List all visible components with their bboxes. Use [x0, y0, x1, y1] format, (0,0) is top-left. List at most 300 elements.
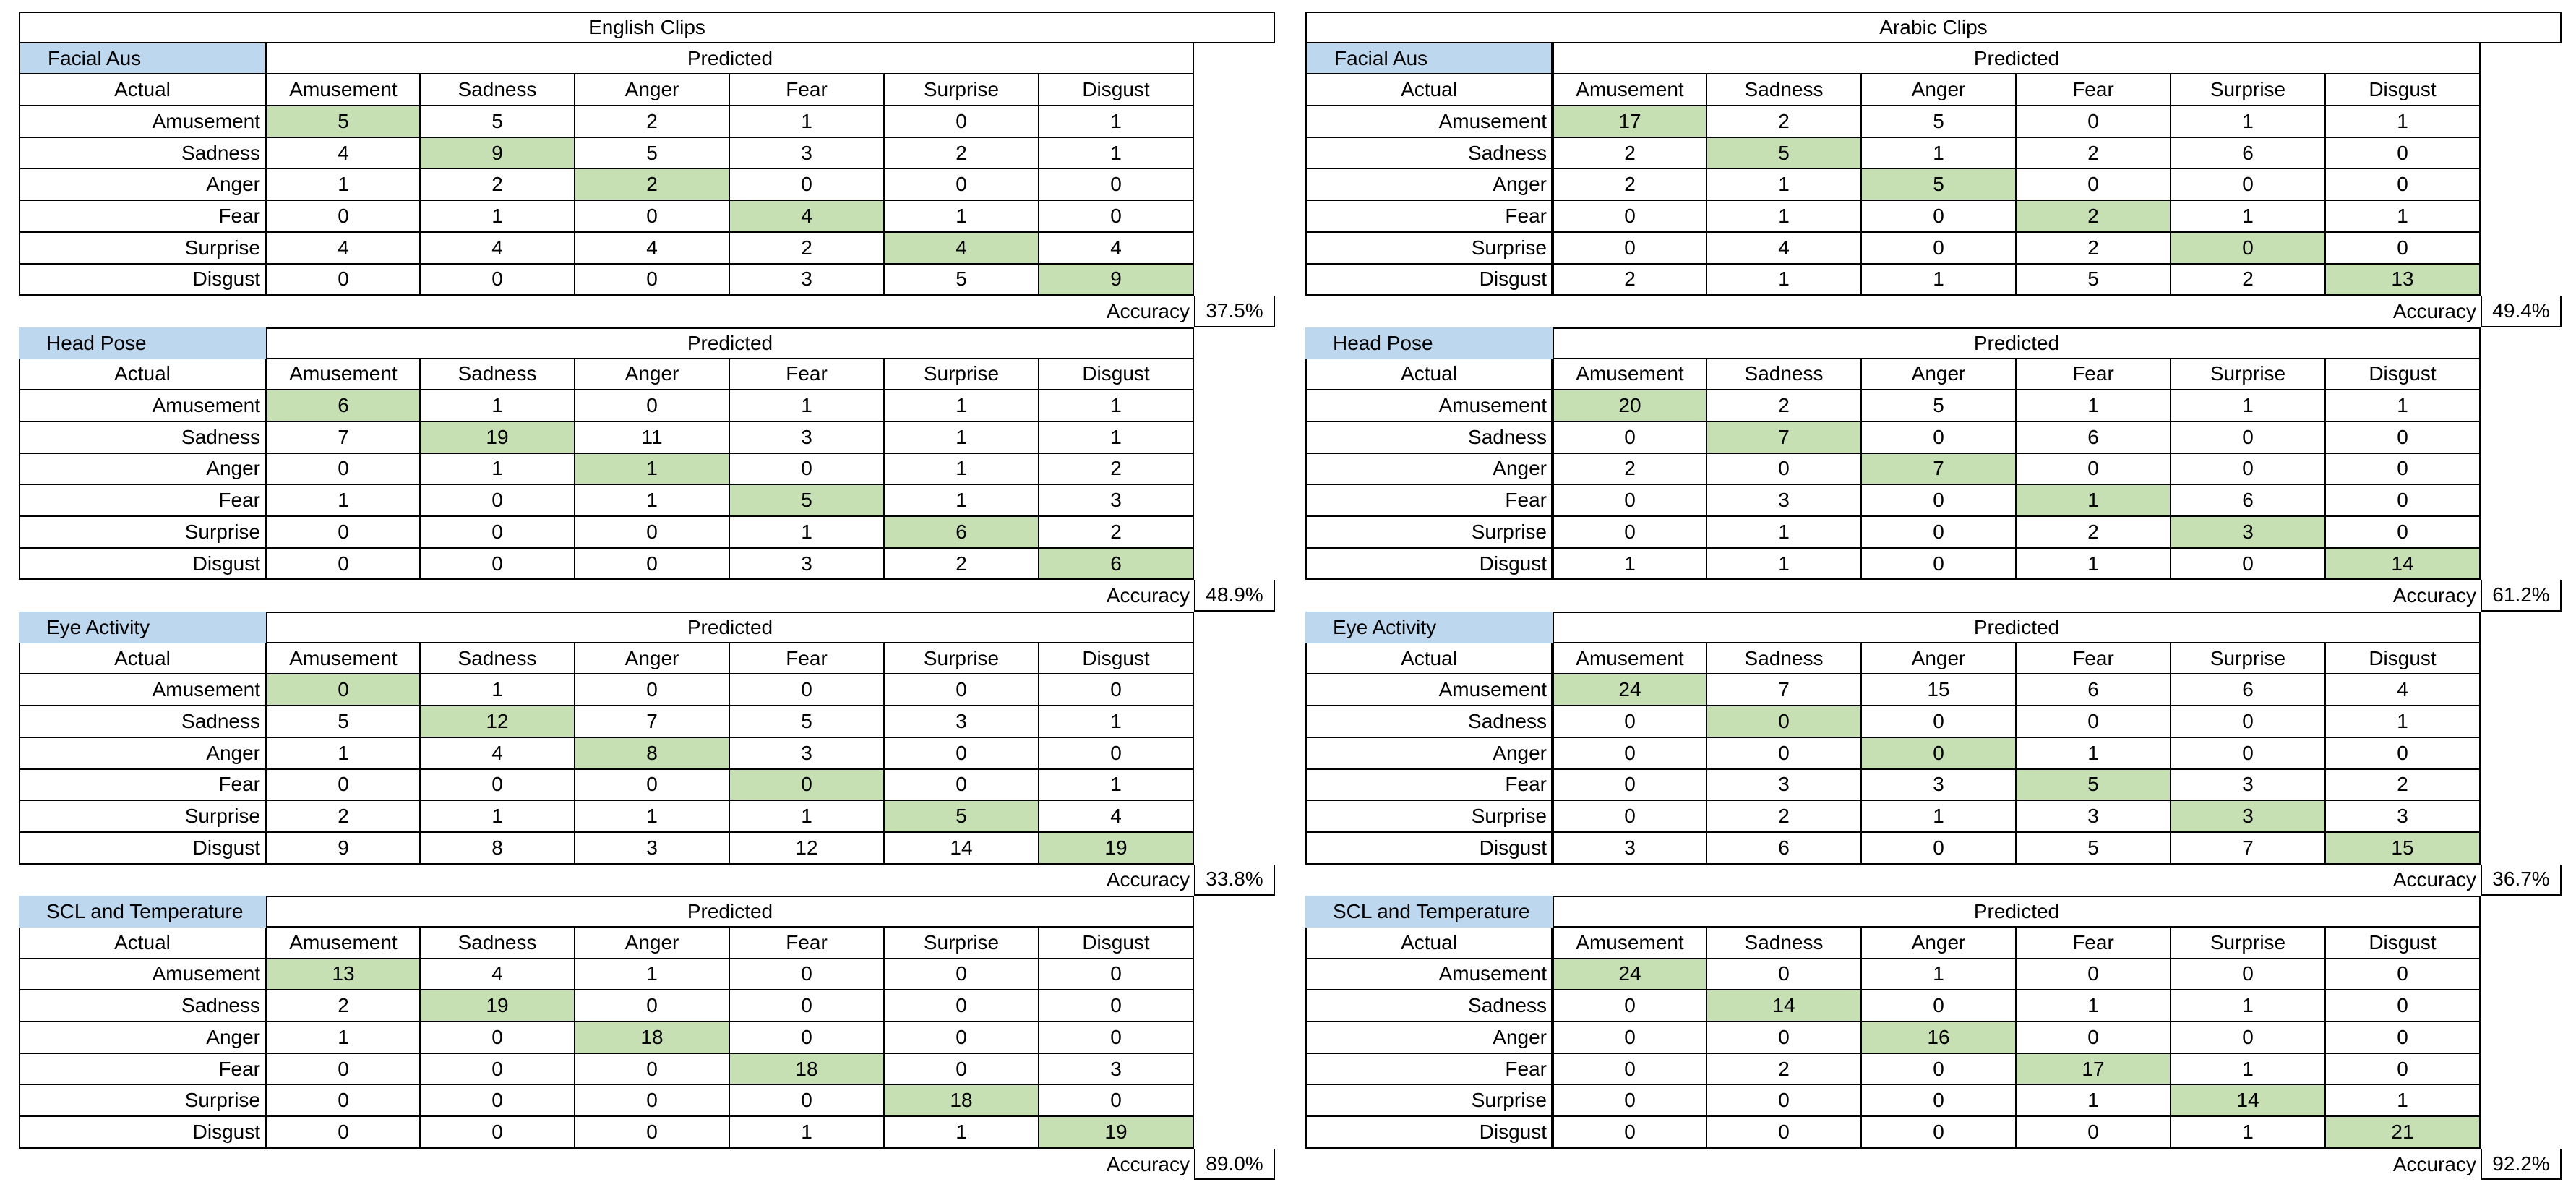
- matrix-cell: 0: [885, 738, 1039, 770]
- accuracy-value: 48.9%: [1194, 580, 1275, 612]
- matrix-cell-correct: 3: [2171, 517, 2326, 549]
- block-header-row: [1305, 327, 2576, 359]
- column-header-row: [19, 928, 1298, 959]
- matrix-cell: 11: [575, 422, 730, 454]
- predicted-class-header: Surprise: [2171, 928, 2326, 959]
- matrix-row: [1305, 770, 2576, 802]
- matrix-cell-correct: 13: [266, 959, 421, 991]
- predicted-class-header: Amusement: [1553, 359, 1707, 391]
- matrix-cell: 1: [1039, 138, 1194, 170]
- matrix-cell-correct: 5: [266, 106, 421, 138]
- matrix-cell-correct: 17: [2017, 1054, 2171, 1086]
- matrix-cell: 2: [1039, 454, 1194, 486]
- actual-class-label: Surprise: [1305, 517, 1553, 549]
- feature-name: Eye Activity: [19, 612, 266, 643]
- feature-name: Eye Activity: [1305, 612, 1553, 643]
- block-header-row: [19, 43, 1298, 75]
- matrix-cell: 5: [730, 706, 885, 738]
- accuracy-label: Accuracy: [1106, 300, 1190, 323]
- matrix-cell-correct: 6: [266, 390, 421, 422]
- matrix-cell: 15: [1862, 674, 2017, 706]
- matrix-cell: 0: [2017, 959, 2171, 991]
- accuracy-label: Accuracy: [2392, 584, 2476, 607]
- predicted-header: Predicted: [1553, 43, 2481, 75]
- matrix-cell: 4: [1039, 801, 1194, 833]
- accuracy-row: [1305, 296, 2576, 327]
- predicted-class-header: Amusement: [266, 643, 421, 675]
- predicted-header: Predicted: [266, 43, 1194, 75]
- matrix-row: [1305, 738, 2576, 770]
- accuracy-label: Accuracy: [2392, 1152, 2476, 1175]
- matrix-cell: 0: [1039, 169, 1194, 201]
- matrix-row: [1305, 485, 2576, 517]
- matrix-cell: 1: [885, 201, 1039, 233]
- actual-class-label: Sadness: [1305, 706, 1553, 738]
- matrix-cell: 0: [2326, 233, 2481, 265]
- matrix-cell: 0: [1039, 201, 1194, 233]
- matrix-cell: 0: [1553, 801, 1707, 833]
- matrix-cell: 3: [2326, 801, 2481, 833]
- matrix-row: [1305, 138, 2576, 170]
- matrix-cell: 0: [2326, 485, 2481, 517]
- matrix-cell-correct: 6: [885, 517, 1039, 549]
- matrix-cell: 7: [1707, 674, 1862, 706]
- matrix-row: [19, 959, 1298, 991]
- column-header-row: [1305, 643, 2576, 675]
- matrix-cell: 0: [1862, 1054, 2017, 1086]
- matrix-cell: 0: [2171, 169, 2326, 201]
- matrix-cell: 0: [266, 1085, 421, 1117]
- matrix-cell-correct: 17: [1553, 106, 1707, 138]
- matrix-cell: 2: [1707, 106, 1862, 138]
- predicted-class-header: Anger: [1862, 74, 2017, 106]
- predicted-class-header: Anger: [1862, 928, 2017, 959]
- matrix-row: [1305, 990, 2576, 1022]
- matrix-cell: 1: [1039, 106, 1194, 138]
- matrix-cell: 0: [421, 485, 575, 517]
- matrix-cell: 6: [2017, 674, 2171, 706]
- matrix-cell: 1: [2017, 549, 2171, 581]
- column-header-row: [19, 74, 1298, 106]
- block-header-row: [19, 896, 1298, 928]
- predicted-class-header: Anger: [575, 643, 730, 675]
- matrix-cell: 0: [1553, 770, 1707, 802]
- matrix-cell: 1: [2326, 106, 2481, 138]
- matrix-cell: 0: [885, 674, 1039, 706]
- column-header-row: [19, 643, 1298, 675]
- matrix-cell: 0: [1553, 1117, 1707, 1149]
- matrix-cell: 0: [1039, 1022, 1194, 1054]
- matrix-row: [1305, 517, 2576, 549]
- matrix-cell: 0: [1862, 990, 2017, 1022]
- actual-class-label: Fear: [1305, 770, 1553, 802]
- accuracy-row: [19, 296, 1298, 327]
- matrix-cell: 6: [2171, 674, 2326, 706]
- matrix-cell-correct: 18: [885, 1085, 1039, 1117]
- matrix-cell: 2: [266, 990, 421, 1022]
- actual-class-label: Amusement: [19, 390, 266, 422]
- matrix-cell: 1: [575, 485, 730, 517]
- matrix-cell: 1: [266, 169, 421, 201]
- predicted-class-header: Sadness: [1707, 928, 1862, 959]
- matrix-cell: 0: [2171, 549, 2326, 581]
- matrix-cell: 0: [2017, 454, 2171, 486]
- matrix-cell: 1: [885, 485, 1039, 517]
- matrix-cell: 1: [2326, 706, 2481, 738]
- confusion-matrix-block: [19, 896, 1298, 1180]
- block-header-row: [1305, 612, 2576, 643]
- matrix-cell: 4: [1039, 233, 1194, 265]
- matrix-cell: 6: [2171, 485, 2326, 517]
- matrix-cell: 0: [885, 990, 1039, 1022]
- matrix-cell: 6: [1707, 833, 1862, 865]
- predicted-class-header: Surprise: [2171, 643, 2326, 675]
- actual-class-label: Sadness: [19, 138, 266, 170]
- matrix-cell-correct: 2: [2017, 201, 2171, 233]
- matrix-cell: 4: [2326, 674, 2481, 706]
- matrix-cell: 4: [421, 959, 575, 991]
- matrix-cell-correct: 3: [2171, 801, 2326, 833]
- matrix-row: [19, 169, 1298, 201]
- matrix-cell-correct: 6: [1039, 549, 1194, 581]
- predicted-header: Predicted: [266, 327, 1194, 359]
- accuracy-value: 92.2%: [2481, 1149, 2562, 1181]
- matrix-cell: 0: [1553, 990, 1707, 1022]
- matrix-cell: 0: [421, 517, 575, 549]
- matrix-cell: 0: [266, 201, 421, 233]
- matrix-cell: 2: [885, 138, 1039, 170]
- matrix-cell: 0: [575, 990, 730, 1022]
- matrix-cell: 5: [266, 706, 421, 738]
- matrix-cell: 0: [885, 959, 1039, 991]
- actual-class-label: Fear: [1305, 201, 1553, 233]
- matrix-cell: 0: [575, 674, 730, 706]
- actual-class-label: Disgust: [1305, 549, 1553, 581]
- matrix-cell: 0: [2326, 169, 2481, 201]
- actual-class-label: Disgust: [1305, 265, 1553, 296]
- actual-class-label: Anger: [1305, 1022, 1553, 1054]
- matrix-row: [19, 706, 1298, 738]
- matrix-cell: 1: [1553, 549, 1707, 581]
- actual-class-label: Fear: [19, 770, 266, 802]
- actual-header: Actual: [1305, 359, 1553, 391]
- matrix-cell: 2: [1553, 265, 1707, 296]
- matrix-cell: 4: [575, 233, 730, 265]
- predicted-class-header: Sadness: [1707, 74, 1862, 106]
- matrix-cell: 3: [1707, 485, 1862, 517]
- matrix-cell: 0: [266, 770, 421, 802]
- matrix-cell: 2: [2017, 138, 2171, 170]
- matrix-cell: 1: [2017, 738, 2171, 770]
- matrix-cell: 0: [885, 770, 1039, 802]
- matrix-cell: 0: [1862, 201, 2017, 233]
- matrix-cell-correct: 19: [1039, 1117, 1194, 1149]
- actual-class-label: Disgust: [1305, 833, 1553, 865]
- matrix-cell: 1: [1862, 959, 2017, 991]
- actual-class-label: Disgust: [19, 265, 266, 296]
- matrix-cell-correct: 14: [2326, 549, 2481, 581]
- matrix-cell: 0: [1862, 422, 2017, 454]
- predicted-class-header: Sadness: [421, 928, 575, 959]
- accuracy-row: [1305, 580, 2576, 612]
- matrix-row: [19, 138, 1298, 170]
- matrix-row: [1305, 1085, 2576, 1117]
- matrix-cell: 5: [2017, 265, 2171, 296]
- actual-class-label: Anger: [19, 454, 266, 486]
- matrix-cell: 0: [421, 1085, 575, 1117]
- actual-header: Actual: [1305, 928, 1553, 959]
- matrix-cell: 1: [730, 801, 885, 833]
- matrix-cell: 0: [2171, 738, 2326, 770]
- matrix-cell: 0: [2326, 454, 2481, 486]
- matrix-cell: 0: [2171, 959, 2326, 991]
- matrix-cell: 2: [1707, 1054, 1862, 1086]
- confusion-matrix-block: [1305, 896, 2576, 1180]
- predicted-class-header: Sadness: [1707, 359, 1862, 391]
- predicted-class-header: Surprise: [885, 928, 1039, 959]
- matrix-cell-correct: 0: [2171, 233, 2326, 265]
- matrix-cell: 0: [575, 390, 730, 422]
- arabic-clips-panel: [1305, 12, 2576, 1180]
- matrix-cell: 0: [730, 674, 885, 706]
- english-clips-panel: [19, 12, 1298, 1180]
- accuracy-value: 33.8%: [1194, 865, 1275, 896]
- matrix-cell: 7: [575, 706, 730, 738]
- matrix-cell: 1: [266, 485, 421, 517]
- actual-class-label: Sadness: [1305, 422, 1553, 454]
- actual-class-label: Fear: [19, 201, 266, 233]
- predicted-class-header: Fear: [730, 359, 885, 391]
- matrix-cell-correct: 7: [1862, 454, 2017, 486]
- actual-header: Actual: [19, 928, 266, 959]
- block-header-row: [1305, 43, 2576, 75]
- matrix-cell-correct: 8: [575, 738, 730, 770]
- matrix-cell-correct: 5: [2017, 770, 2171, 802]
- matrix-cell: 0: [1707, 1085, 1862, 1117]
- actual-class-label: Surprise: [19, 233, 266, 265]
- matrix-cell: 0: [2171, 422, 2326, 454]
- matrix-cell-correct: 0: [730, 770, 885, 802]
- matrix-cell: 8: [421, 833, 575, 865]
- panel-title-row: [1305, 12, 2576, 43]
- matrix-cell: 5: [2017, 833, 2171, 865]
- matrix-cell: 0: [266, 265, 421, 296]
- matrix-cell: 1: [2326, 390, 2481, 422]
- matrix-cell: 2: [730, 233, 885, 265]
- matrix-cell: 1: [730, 106, 885, 138]
- predicted-class-header: Disgust: [2326, 928, 2481, 959]
- matrix-cell: 2: [266, 801, 421, 833]
- actual-class-label: Surprise: [19, 801, 266, 833]
- predicted-class-header: Anger: [575, 928, 730, 959]
- block-header-row: [19, 612, 1298, 643]
- matrix-cell: 1: [575, 959, 730, 991]
- matrix-cell-correct: 9: [421, 138, 575, 170]
- matrix-cell: 1: [575, 801, 730, 833]
- matrix-row: [19, 422, 1298, 454]
- feature-name: Facial Aus: [1305, 43, 1553, 75]
- actual-class-label: Disgust: [19, 549, 266, 581]
- matrix-cell-correct: 4: [730, 201, 885, 233]
- actual-class-label: Anger: [19, 1022, 266, 1054]
- predicted-class-header: Fear: [730, 643, 885, 675]
- matrix-row: [1305, 454, 2576, 486]
- predicted-class-header: Sadness: [421, 643, 575, 675]
- matrix-cell: 2: [1707, 390, 1862, 422]
- matrix-cell: 2: [1553, 454, 1707, 486]
- confusion-matrix-block: [19, 612, 1298, 896]
- accuracy-row: [19, 580, 1298, 612]
- matrix-cell: 0: [1039, 674, 1194, 706]
- matrix-row: [1305, 422, 2576, 454]
- matrix-cell: 1: [885, 422, 1039, 454]
- matrix-cell-correct: 0: [1707, 706, 1862, 738]
- matrix-cell: 0: [266, 1117, 421, 1149]
- actual-class-label: Sadness: [19, 706, 266, 738]
- matrix-cell: 0: [730, 1085, 885, 1117]
- matrix-cell: 1: [1039, 706, 1194, 738]
- matrix-row: [1305, 265, 2576, 296]
- matrix-cell-correct: 4: [885, 233, 1039, 265]
- predicted-class-header: Fear: [2017, 643, 2171, 675]
- predicted-class-header: Fear: [730, 74, 885, 106]
- matrix-cell: 1: [1862, 265, 2017, 296]
- matrix-cell: 3: [1862, 770, 2017, 802]
- matrix-cell: 1: [2017, 1085, 2171, 1117]
- actual-class-label: Fear: [1305, 485, 1553, 517]
- matrix-row: [1305, 959, 2576, 991]
- matrix-cell: 4: [421, 738, 575, 770]
- matrix-cell: 3: [1039, 485, 1194, 517]
- matrix-cell: 0: [730, 454, 885, 486]
- matrix-cell-correct: 19: [421, 422, 575, 454]
- matrix-cell: 0: [1862, 706, 2017, 738]
- matrix-cell: 0: [2326, 959, 2481, 991]
- matrix-cell: 0: [885, 1054, 1039, 1086]
- matrix-cell: 0: [2017, 1117, 2171, 1149]
- matrix-cell: 7: [2171, 833, 2326, 865]
- actual-class-label: Surprise: [19, 1085, 266, 1117]
- predicted-class-header: Fear: [730, 928, 885, 959]
- matrix-cell: 0: [1862, 833, 2017, 865]
- matrix-cell: 0: [1039, 990, 1194, 1022]
- matrix-cell: 2: [2171, 265, 2326, 296]
- matrix-row: [19, 390, 1298, 422]
- matrix-cell: 0: [2326, 1022, 2481, 1054]
- actual-class-label: Amusement: [1305, 959, 1553, 991]
- accuracy-value: 36.7%: [2481, 865, 2562, 896]
- matrix-row: [19, 106, 1298, 138]
- actual-class-label: Amusement: [19, 674, 266, 706]
- predicted-class-header: Amusement: [266, 74, 421, 106]
- matrix-cell: 2: [2017, 517, 2171, 549]
- matrix-cell: 2: [1707, 801, 1862, 833]
- matrix-cell: 1: [1862, 138, 2017, 170]
- matrix-cell: 1: [2171, 390, 2326, 422]
- accuracy-row: [1305, 865, 2576, 896]
- matrix-row: [1305, 833, 2576, 865]
- matrix-cell: 1: [2171, 1054, 2326, 1086]
- predicted-class-header: Disgust: [1039, 928, 1194, 959]
- matrix-cell: 5: [1862, 390, 2017, 422]
- matrix-cell-correct: 5: [730, 485, 885, 517]
- actual-class-label: Anger: [19, 169, 266, 201]
- matrix-cell: 14: [885, 833, 1039, 865]
- matrix-cell: 1: [1039, 770, 1194, 802]
- matrix-cell: 9: [266, 833, 421, 865]
- predicted-class-header: Surprise: [2171, 74, 2326, 106]
- predicted-class-header: Anger: [575, 74, 730, 106]
- actual-class-label: Anger: [1305, 454, 1553, 486]
- feature-name: Head Pose: [19, 327, 266, 359]
- matrix-cell: 0: [1862, 517, 2017, 549]
- matrix-cell: 1: [421, 390, 575, 422]
- matrix-cell-correct: 16: [1862, 1022, 2017, 1054]
- confusion-matrix-block: [1305, 327, 2576, 612]
- actual-class-label: Fear: [1305, 1054, 1553, 1086]
- matrix-cell: 0: [2326, 1054, 2481, 1086]
- matrix-cell: 1: [2171, 1117, 2326, 1149]
- matrix-cell: 0: [1862, 233, 2017, 265]
- predicted-class-header: Surprise: [885, 643, 1039, 675]
- matrix-cell: 5: [885, 265, 1039, 296]
- matrix-cell: 0: [2017, 106, 2171, 138]
- actual-class-label: Sadness: [19, 422, 266, 454]
- feature-name: Facial Aus: [19, 43, 266, 75]
- accuracy-row: [1305, 1149, 2576, 1181]
- confusion-matrix-block: [19, 327, 1298, 612]
- predicted-class-header: Disgust: [2326, 359, 2481, 391]
- matrix-cell: 12: [730, 833, 885, 865]
- matrix-cell: 2: [2326, 770, 2481, 802]
- matrix-cell: 0: [1553, 706, 1707, 738]
- actual-class-label: Amusement: [19, 959, 266, 991]
- matrix-cell: 1: [1707, 265, 1862, 296]
- confusion-matrix-block: [19, 43, 1298, 327]
- matrix-cell: 0: [575, 549, 730, 581]
- matrix-cell: 0: [1553, 233, 1707, 265]
- matrix-cell: 1: [1862, 801, 2017, 833]
- predicted-class-header: Fear: [2017, 928, 2171, 959]
- matrix-row: [1305, 169, 2576, 201]
- matrix-row: [1305, 674, 2576, 706]
- matrix-cell: 3: [730, 265, 885, 296]
- matrix-cell: 0: [1553, 201, 1707, 233]
- matrix-cell: 0: [575, 770, 730, 802]
- matrix-cell: 0: [2171, 1022, 2326, 1054]
- matrix-cell: 7: [266, 422, 421, 454]
- matrix-row: [19, 454, 1298, 486]
- matrix-cell: 3: [1707, 770, 1862, 802]
- matrix-cell: 3: [1553, 833, 1707, 865]
- matrix-cell-correct: 12: [421, 706, 575, 738]
- matrix-cell-correct: 24: [1553, 674, 1707, 706]
- matrix-cell: 0: [885, 1022, 1039, 1054]
- matrix-cell-correct: 19: [1039, 833, 1194, 865]
- accuracy-label: Accuracy: [2392, 300, 2476, 323]
- actual-class-label: Sadness: [1305, 990, 1553, 1022]
- matrix-cell: 0: [2171, 454, 2326, 486]
- matrix-cell: 4: [421, 233, 575, 265]
- matrix-cell: 0: [730, 959, 885, 991]
- predicted-class-header: Sadness: [1707, 643, 1862, 675]
- matrix-cell: 1: [730, 1117, 885, 1149]
- predicted-class-header: Amusement: [266, 928, 421, 959]
- predicted-class-header: Sadness: [421, 74, 575, 106]
- matrix-cell: 2: [575, 106, 730, 138]
- matrix-cell-correct: 5: [885, 801, 1039, 833]
- matrix-row: [19, 1054, 1298, 1086]
